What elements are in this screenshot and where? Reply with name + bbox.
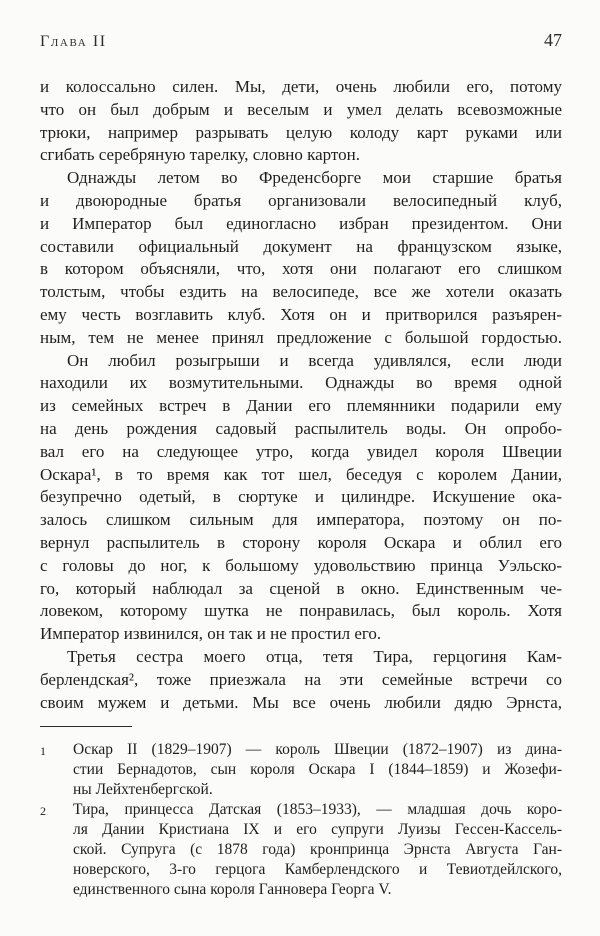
footnote-item — [40, 740, 562, 800]
text-line: вернул распылитель в сторону короля Оскара и облил его — [40, 532, 562, 552]
footnotes — [40, 740, 562, 900]
footnote-text — [73, 800, 562, 900]
text-line: своим мужем и детьми. Мы все очень любили дядю Эрнста, — [40, 692, 562, 712]
chapter-heading: Глава II — [40, 33, 107, 50]
body-text — [40, 76, 562, 714]
text-line: находили их возмутительными. Однажды во время одной — [40, 373, 562, 393]
text-line: и двоюродные братья организовали велосипедный клуб, — [40, 190, 562, 210]
text-line: залось слишком сильным для императора, поэтому он по- — [40, 510, 562, 530]
text-line: ловеком, которому шутка не понравилась, был король. Хотя — [40, 601, 562, 621]
footnote-separator — [40, 726, 132, 727]
text-line: толстым, чтобы ездить на велосипеде, все же хотели оказать — [40, 282, 562, 302]
text-line: ской. Супруга (с 1878 года) кронпринца Эрнста Августа Ган- — [73, 841, 562, 859]
text-line: трюки, например разрывать целую колоду карт руками или — [40, 122, 562, 142]
text-line: Однажды летом во Фреденсборге мои старшие братья — [67, 168, 562, 188]
text-line: вал его на следующее утро, когда увидел короля Швеции — [40, 441, 562, 461]
text-line: ным, тем не менее принял предложение с большой гордостью. — [40, 327, 562, 347]
footnote-item — [40, 800, 562, 900]
footnote-marker: 2 — [40, 804, 46, 819]
text-line: Оскар II (1829–1907) — король Швеции (1872–1907) из дина- — [73, 741, 562, 759]
text-line: безупречно одетый, в сюртуке и цилиндре. Искушение ока- — [40, 487, 562, 507]
text-line: Оскара¹, в то время как тот шел, беседуя с королем Дании, — [40, 464, 562, 484]
text-line: на день рождения садовый распылитель воды. Он опробо- — [40, 418, 562, 438]
text-line: стии Бернадотов, сын короля Оскара I (1844–1859) и Жозефи- — [73, 761, 562, 779]
footnote-marker: 1 — [40, 744, 46, 759]
text-line: Третья сестра моего отца, тетя Тира, герцогиня Кам- — [67, 646, 562, 666]
running-header — [40, 30, 562, 48]
text-line: единственного сына короля Ганновера Георга V. — [73, 881, 392, 899]
text-line: и колоссально силен. Мы, дети, очень любили его, потому — [40, 77, 562, 96]
footnote-text — [73, 740, 562, 800]
text-line: берлендская², тоже приезжала на эти семейные встречи со — [40, 669, 562, 689]
text-line: составили официальный документ на французском языке, — [40, 236, 562, 256]
text-line: го, который наблюдал за сценой в окно. Единственным че- — [40, 578, 562, 598]
text-line: ны Лейхтенбергской. — [73, 781, 213, 799]
text-line: Император извинился, он так и не простил его. — [40, 624, 382, 644]
text-line: ля Дании Кристиана IX и его супруги Луизы Гессен-Кассель- — [73, 821, 562, 839]
text-line: сгибать серебряную тарелку, словно картон. — [40, 145, 360, 165]
text-line: ему честь возглавить клуб. Хотя он и притворился разъярен- — [40, 304, 562, 324]
text-line: и Император был единогласно избран президентом. Они — [40, 213, 562, 233]
text-line: что он был добрым и веселым и умел делать всевозможные — [40, 99, 562, 119]
page-number: 47 — [544, 30, 562, 50]
text-line: из семейных встреч в Дании его племянники подарили ему — [40, 396, 562, 416]
text-line: в котором объясняли, что, хотя они полагают его слишком — [40, 259, 562, 279]
text-line: с головы до ног, к большому удовольствию принца Уэльско- — [40, 555, 562, 575]
text-line: новерского, 3-го герцога Камберлендского и Тевиотдейлского, — [73, 861, 562, 879]
text-line: Тира, принцесса Датская (1853–1933), — младшая дочь коро- — [73, 801, 562, 819]
text-line: Он любил розыгрыши и всегда удивлялся, если люди — [67, 350, 562, 370]
